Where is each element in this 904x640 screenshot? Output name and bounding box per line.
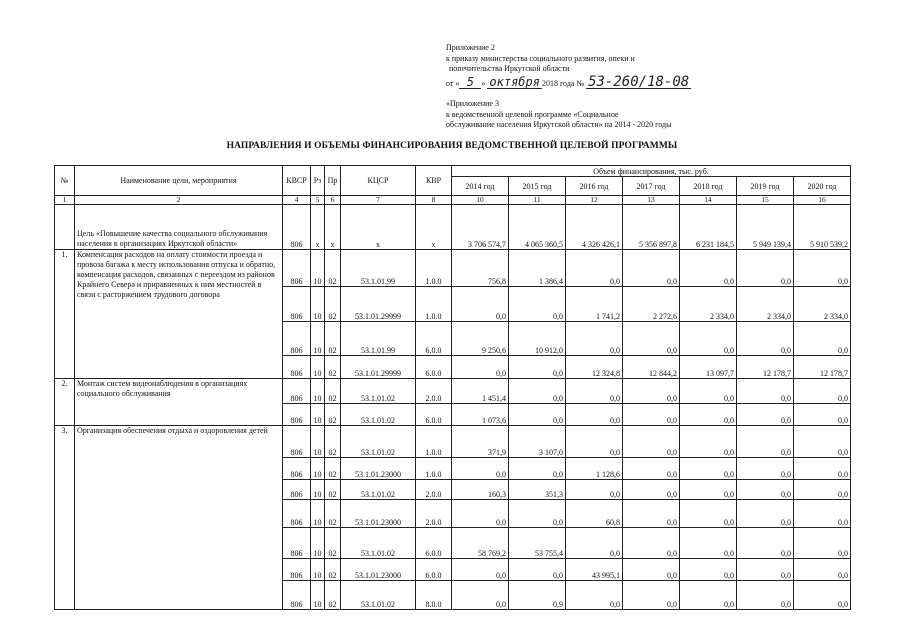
value-cell: 5 949 139,4: [737, 205, 794, 250]
code-cell-rz: 10: [311, 500, 325, 528]
value-cell: 1 128,6: [566, 458, 623, 480]
column-index-cell: 13: [623, 196, 680, 205]
handwritten-month: октября: [489, 74, 540, 89]
code-cell-rz: 10: [311, 559, 325, 581]
value-cell: 0,0: [623, 458, 680, 480]
header-row-1: [55, 166, 851, 177]
code-cell-pr: x: [325, 205, 341, 250]
code-cell-kvr: 2.0.0: [416, 480, 452, 500]
code-cell-kvsr: 806: [283, 480, 311, 500]
value-cell: 0,9: [509, 581, 566, 610]
value-cell: 0,0: [737, 404, 794, 426]
code-cell-pr: 02: [325, 559, 341, 581]
code-cell-rz: 10: [311, 322, 325, 356]
handwritten-day: 5: [459, 77, 481, 89]
column-index-cell: 10: [452, 196, 509, 205]
value-cell: 0,0: [509, 356, 566, 379]
code-cell-kcsr: 53.1.01.29999: [341, 287, 416, 322]
code-cell-kcsr: 53.1.01.23000: [341, 500, 416, 528]
value-cell: 0,0: [509, 500, 566, 528]
date-mid: »: [481, 78, 486, 88]
row-number-cell: 3.: [55, 426, 75, 610]
code-cell-kvsr: 806: [283, 500, 311, 528]
code-cell-rz: 10: [311, 287, 325, 322]
value-cell: 0,0: [623, 500, 680, 528]
value-cell: 0,0: [737, 581, 794, 610]
code-cell-kcsr: 53.1.01.02: [341, 528, 416, 559]
value-cell: 0,0: [566, 322, 623, 356]
row-number-cell: 1.: [55, 250, 75, 379]
value-cell: 0,0: [737, 322, 794, 356]
activity-name-cell: Компенсация расходов на оплату стоимости проезда и провоза багажа к месту использования отпуска и обратно, компенсация расходов, связанных с переездом из районов Крайнего Севера и приравненных к ним местностей в связи с расторжением трудового договора: [75, 250, 283, 379]
code-cell-pr: 02: [325, 379, 341, 404]
value-cell: 0,0: [566, 480, 623, 500]
value-cell: 0,0: [623, 250, 680, 287]
value-cell: 0,0: [509, 287, 566, 322]
value-cell: 0,0: [623, 322, 680, 356]
value-cell: 3 706 574,7: [452, 205, 509, 250]
value-cell: 0,0: [737, 500, 794, 528]
value-cell: 0,0: [794, 404, 851, 426]
value-cell: 371,9: [452, 426, 509, 458]
value-cell: 0,0: [566, 528, 623, 559]
value-cell: 0,0: [680, 528, 737, 559]
code-cell-kvr: 8.0.0: [416, 581, 452, 610]
code-cell-kvsr: 806: [283, 250, 311, 287]
col-kcsr-header: КЦСР: [341, 166, 416, 196]
code-cell-pr: 02: [325, 500, 341, 528]
value-cell: 0,0: [509, 379, 566, 404]
code-cell-rz: x: [311, 205, 325, 250]
code-cell-kcsr: 53.1.01.02: [341, 426, 416, 458]
code-cell-kcsr: 53.1.01.29999: [341, 356, 416, 379]
value-cell: 4 326 426,1: [566, 205, 623, 250]
code-cell-kvsr: 806: [283, 287, 311, 322]
code-cell-kvsr: 806: [283, 356, 311, 379]
column-index-cell: 16: [794, 196, 851, 205]
code-cell-kvr: 6.0.0: [416, 404, 452, 426]
code-cell-pr: 02: [325, 458, 341, 480]
value-cell: 43 995,1: [566, 559, 623, 581]
value-cell: 0,0: [737, 559, 794, 581]
code-cell-kvr: 1.0.0: [416, 250, 452, 287]
col-kvsr-header: КВСР: [283, 166, 311, 196]
value-cell: 12 178,7: [794, 356, 851, 379]
value-cell: 351,3: [509, 480, 566, 500]
value-cell: 0,0: [623, 379, 680, 404]
appendix-3-line-1: «Приложение 3: [446, 99, 499, 108]
column-index-cell: 14: [680, 196, 737, 205]
code-cell-pr: 02: [325, 426, 341, 458]
code-cell-kvr: 6.0.0: [416, 559, 452, 581]
value-cell: 0,0: [794, 528, 851, 559]
code-cell-kvsr: 806: [283, 426, 311, 458]
code-cell-rz: 10: [311, 458, 325, 480]
code-cell-rz: 10: [311, 581, 325, 610]
value-cell: 4 065 360,5: [509, 205, 566, 250]
col-rz-header: Рз: [311, 166, 325, 196]
year-text: 2018 года №: [541, 78, 585, 88]
value-cell: 0,0: [566, 379, 623, 404]
value-cell: 0,0: [737, 250, 794, 287]
value-cell: 756,8: [452, 250, 509, 287]
col-pr-header: Пр: [325, 166, 341, 196]
value-cell: 0,0: [452, 287, 509, 322]
code-cell-rz: 10: [311, 426, 325, 458]
order-date-line: [446, 73, 691, 90]
value-cell: 0,0: [509, 559, 566, 581]
value-cell: 0,0: [509, 404, 566, 426]
value-cell: 0,0: [680, 404, 737, 426]
value-cell: 12 844,2: [623, 356, 680, 379]
column-index-cell: 2: [75, 196, 283, 205]
goal-name-cell: Цель «Повышение качества социального обслуживания населения в организациях Иркутской области»: [75, 205, 283, 250]
code-cell-kvsr: 806: [283, 379, 311, 404]
column-index-cell: 7: [341, 196, 416, 205]
column-index-cell: 6: [325, 196, 341, 205]
code-cell-kvsr: 806: [283, 581, 311, 610]
value-cell: 0,0: [794, 458, 851, 480]
year-header: 2020 год: [794, 177, 851, 196]
value-cell: 13 097,7: [680, 356, 737, 379]
code-cell-kvsr: 806: [283, 559, 311, 581]
column-index-cell: 1: [55, 196, 75, 205]
year-header: 2018 год: [680, 177, 737, 196]
value-cell: 0,0: [566, 250, 623, 287]
year-header: 2019 год: [737, 177, 794, 196]
goal-row: [55, 205, 851, 250]
appendix-3-line-2: к ведомственной целевой программе «Социальное: [446, 109, 619, 119]
value-cell: 0,0: [794, 500, 851, 528]
code-cell-rz: 10: [311, 528, 325, 559]
code-cell-kcsr: 53.1.01.02: [341, 404, 416, 426]
document-title: НАПРАВЛЕНИЯ И ОБЪЕМЫ ФИНАНСИРОВАНИЯ ВЕДОМСТВЕННОЙ ЦЕЛЕВОЙ ПРОГРАММЫ: [226, 141, 678, 151]
column-index-cell: 11: [509, 196, 566, 205]
activity-name-cell: Организация обеспечения отдыха и оздоровления детей: [75, 426, 283, 610]
value-cell: 12 178,7: [737, 356, 794, 379]
value-cell: 0,0: [452, 356, 509, 379]
value-cell: 5 356 897,8: [623, 205, 680, 250]
code-cell-kvr: 6.0.0: [416, 528, 452, 559]
code-cell-kvsr: 806: [283, 205, 311, 250]
code-cell-pr: 02: [325, 250, 341, 287]
value-cell: 2 334,0: [680, 287, 737, 322]
value-cell: 0,0: [566, 404, 623, 426]
table-row: [55, 426, 851, 458]
date-prefix: от «: [446, 78, 460, 88]
value-cell: 0,0: [452, 581, 509, 610]
activity-name-cell: Монтаж систем видеонаблюдения в организациях социального обслуживания: [75, 379, 283, 426]
value-cell: 12 324,8: [566, 356, 623, 379]
appendix-2-line-2: к приказу министерства социального развития, опеки и: [446, 53, 635, 63]
value-cell: 0,0: [737, 480, 794, 500]
value-cell: 0,0: [623, 559, 680, 581]
column-index-row: [55, 196, 851, 205]
value-cell: 0,0: [623, 426, 680, 458]
col-kvr-header: КВР: [416, 166, 452, 196]
col-name-header: Наименование цели, мероприятия: [75, 166, 283, 196]
funding-table: [54, 165, 851, 610]
value-cell: 0,0: [452, 559, 509, 581]
column-index-cell: 5: [311, 196, 325, 205]
code-cell-rz: 10: [311, 379, 325, 404]
value-cell: 53 755,4: [509, 528, 566, 559]
code-cell-rz: 10: [311, 356, 325, 379]
value-cell: 0,0: [566, 581, 623, 610]
value-cell: 58 769,2: [452, 528, 509, 559]
year-header: 2017 год: [623, 177, 680, 196]
code-cell-kcsr: 53.1.01.23000: [341, 458, 416, 480]
appendix-2-block: [446, 43, 691, 89]
value-cell: 0,0: [680, 250, 737, 287]
column-index-cell: 8: [416, 196, 452, 205]
appendix-3-line-3: обслуживание населения Иркутской области» на 2014 - 2020 годы: [446, 120, 672, 129]
value-cell: 0,0: [509, 458, 566, 480]
value-cell: 0,0: [794, 379, 851, 404]
code-cell-pr: 02: [325, 404, 341, 426]
value-cell: 0,0: [794, 581, 851, 610]
value-cell: 2 272,6: [623, 287, 680, 322]
value-cell: 0,0: [680, 379, 737, 404]
value-cell: 5 910 539,2: [794, 205, 851, 250]
value-cell: 0,0: [452, 458, 509, 480]
code-cell-rz: 10: [311, 250, 325, 287]
value-cell: 1 451,4: [452, 379, 509, 404]
value-cell: 2 334,0: [794, 287, 851, 322]
value-cell: 1 741,2: [566, 287, 623, 322]
column-index-cell: 12: [566, 196, 623, 205]
code-cell-kcsr: 53.1.01.99: [341, 322, 416, 356]
value-cell: 0,0: [680, 559, 737, 581]
col-num-header: №: [55, 166, 75, 196]
code-cell-kcsr: 53.1.01.99: [341, 250, 416, 287]
code-cell-kvr: 2.0.0: [416, 500, 452, 528]
value-cell: 1 073,6: [452, 404, 509, 426]
value-cell: 0,0: [680, 322, 737, 356]
code-cell-kvr: 6.0.0: [416, 322, 452, 356]
value-cell: 3 107,0: [509, 426, 566, 458]
value-cell: 0,0: [452, 500, 509, 528]
appendix-3-block: [446, 99, 671, 131]
code-cell-kvsr: 806: [283, 458, 311, 480]
code-cell-kcsr: 53.1.01.02: [341, 581, 416, 610]
col-funding-header: Объем финансирования, тыс. руб.: [452, 166, 851, 177]
value-cell: 0,0: [794, 322, 851, 356]
value-cell: 0,0: [794, 250, 851, 287]
value-cell: 0,0: [680, 426, 737, 458]
code-cell-pr: 02: [325, 322, 341, 356]
value-cell: 0,0: [737, 528, 794, 559]
code-cell-kvsr: 806: [283, 404, 311, 426]
value-cell: 0,0: [737, 379, 794, 404]
code-cell-kcsr: 53.1.01.23000: [341, 559, 416, 581]
value-cell: 9 250,6: [452, 322, 509, 356]
table-row: [55, 379, 851, 404]
code-cell-pr: 02: [325, 480, 341, 500]
value-cell: 0,0: [680, 458, 737, 480]
column-index-cell: 15: [737, 196, 794, 205]
value-cell: 2 334,0: [737, 287, 794, 322]
code-cell-pr: 02: [325, 287, 341, 322]
code-cell-kvr: 6.0.0: [416, 356, 452, 379]
value-cell: 6 231 184,5: [680, 205, 737, 250]
value-cell: 1 386,4: [509, 250, 566, 287]
value-cell: 0,0: [623, 480, 680, 500]
code-cell-kcsr: 53.1.01.02: [341, 379, 416, 404]
code-cell-kvsr: 806: [283, 322, 311, 356]
value-cell: 10 912,0: [509, 322, 566, 356]
value-cell: 0,0: [623, 404, 680, 426]
code-cell-rz: 10: [311, 480, 325, 500]
code-cell-kvr: x: [416, 205, 452, 250]
year-header: 2015 год: [509, 177, 566, 196]
year-header: 2016 год: [566, 177, 623, 196]
code-cell-pr: 02: [325, 356, 341, 379]
code-cell-kcsr: 53.1.01.02: [341, 480, 416, 500]
handwritten-order-number: 53-260/18-08: [588, 73, 690, 90]
code-cell-kvr: 2.0.0: [416, 379, 452, 404]
table-row: [55, 250, 851, 287]
value-cell: 0,0: [794, 559, 851, 581]
code-cell-kvr: 1.0.0: [416, 287, 452, 322]
value-cell: 0,0: [794, 426, 851, 458]
code-cell-kvsr: 806: [283, 528, 311, 559]
value-cell: 0,0: [680, 480, 737, 500]
value-cell: 0,0: [737, 458, 794, 480]
value-cell: 0,0: [680, 581, 737, 610]
value-cell: 0,0: [737, 426, 794, 458]
code-cell-kvr: 1.0.0: [416, 458, 452, 480]
value-cell: 0,0: [623, 528, 680, 559]
value-cell: 60,8: [566, 500, 623, 528]
code-cell-pr: 02: [325, 528, 341, 559]
code-cell-kvr: 1.0.0: [416, 426, 452, 458]
appendix-2-line-1: Приложение 2: [446, 43, 495, 52]
table-body: [55, 196, 851, 610]
code-cell-rz: 10: [311, 404, 325, 426]
appendix-2-line-3: попечительства Иркутской области: [449, 64, 570, 73]
value-cell: 0,0: [566, 426, 623, 458]
row-number-cell: 2.: [55, 379, 75, 426]
column-index-cell: 4: [283, 196, 311, 205]
value-cell: 0,0: [794, 480, 851, 500]
value-cell: 0,0: [680, 500, 737, 528]
value-cell: 160,3: [452, 480, 509, 500]
code-cell-pr: 02: [325, 581, 341, 610]
year-header: 2014 год: [452, 177, 509, 196]
value-cell: 0,0: [623, 581, 680, 610]
goal-num-cell: [55, 205, 75, 250]
code-cell-kcsr: x: [341, 205, 416, 250]
